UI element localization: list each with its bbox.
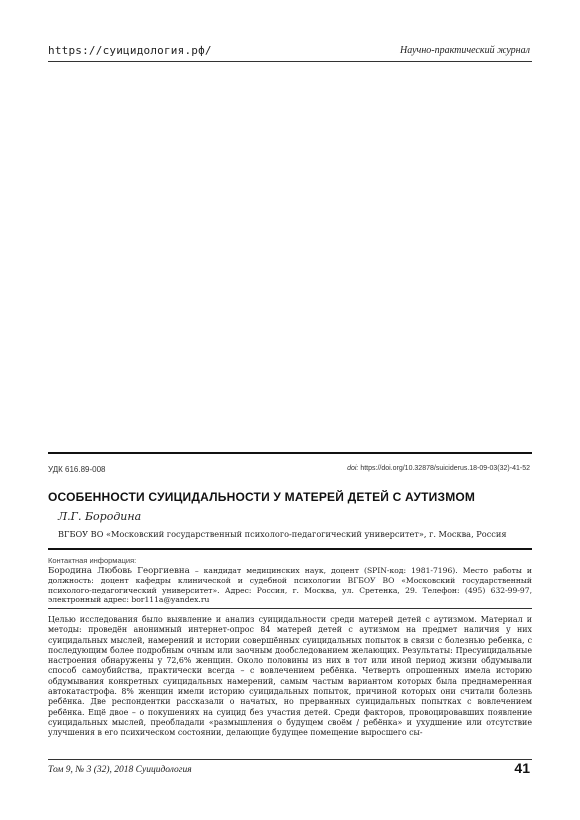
page-number: 41 bbox=[514, 760, 530, 776]
header-divider bbox=[48, 61, 532, 62]
contact-label: Контактная информация: bbox=[48, 556, 137, 565]
article-affiliation: ВГБОУ ВО «Московский государственный психолого-педагогический университет», г. Москва, Россия bbox=[58, 529, 507, 539]
contact-name: Бородина Любовь Георгиевна bbox=[48, 566, 190, 576]
doi-label: doi: bbox=[347, 465, 359, 472]
contact-divider bbox=[48, 608, 532, 609]
issue-info: Том 9, № 3 (32), 2018 Суицидология bbox=[48, 765, 192, 775]
doi-line bbox=[347, 465, 530, 472]
doi-link[interactable]: https://doi.org/10.32878/suiciderus.18-09-03(32)-41-52 bbox=[360, 465, 530, 472]
abstract-text: Целью исследования было выявление и анализ суицидальности среди матерей детей с аутизмом. Материал и методы: проведён анонимный интернет-опрос 84 матерей детей с аутизмом на предмет наличия у них суицидальных мыслей, намерений и истории совершённых суицидальных попыток в связи с болезнью ребенка, с последующим более подробным очным или заочным дообследованием желающих. Результаты: Пресуицидальные настроения обнаружены у 72,6% женщин. Около половины из них в тот или иной период жизни обдумывали способ самоубийства, практически всегда – с вовлечением ребёнка. Четверть опрошенных имела историю обдумывания конкретных суицидальных намерений, самым частым вариантом которых была преднамеренная автокатастрофа. 8% женщин имели историю суицидальных попыток, причиной которых они считали болезнь ребёнка. Две респондентки рассказали о начатых, но прерванных суицидальных попытках с вовлечением ребёнка. Ещё двое – о покушениях на суицид без участия детей. Среди факторов, провоцировавших появление суицидальных мыслей, преобладали «размышления о будущем своём / ребёнка» и ухудшение или отсутствие улучшения в его психическом состоянии, делающие будущее помещение выросшего сы- bbox=[48, 615, 532, 738]
journal-type: Научно-практический журнал bbox=[400, 45, 530, 56]
article-top-divider bbox=[48, 452, 532, 454]
udk-code: УДК 616.89-008 bbox=[48, 465, 106, 474]
footer-divider bbox=[48, 759, 532, 760]
journal-url[interactable]: https://суицидология.рф/ bbox=[48, 44, 212, 57]
article-authors: Л.Г. Бородина bbox=[58, 510, 142, 523]
article-title: ОСОБЕННОСТИ СУИЦИДАЛЬНОСТИ У МАТЕРЕЙ ДЕТЕЙ С АУТИЗМОМ bbox=[48, 490, 476, 504]
affiliation-divider bbox=[48, 548, 532, 550]
contact-details: – кандидат медицинских наук, доцент (SPIN-код: 1981-7196). Место работы и должность: доцент кафедры клинической и судебной психологии ВГБОУ ВО «Московский государственный психолого-педагогический университет». Адрес: Россия, г. Москва, ул. Сретенка, 29. Телефон: (495) 632-99-97, электронный адрес: bor111a@yandex.ru bbox=[48, 566, 532, 604]
contact-info bbox=[48, 566, 532, 604]
